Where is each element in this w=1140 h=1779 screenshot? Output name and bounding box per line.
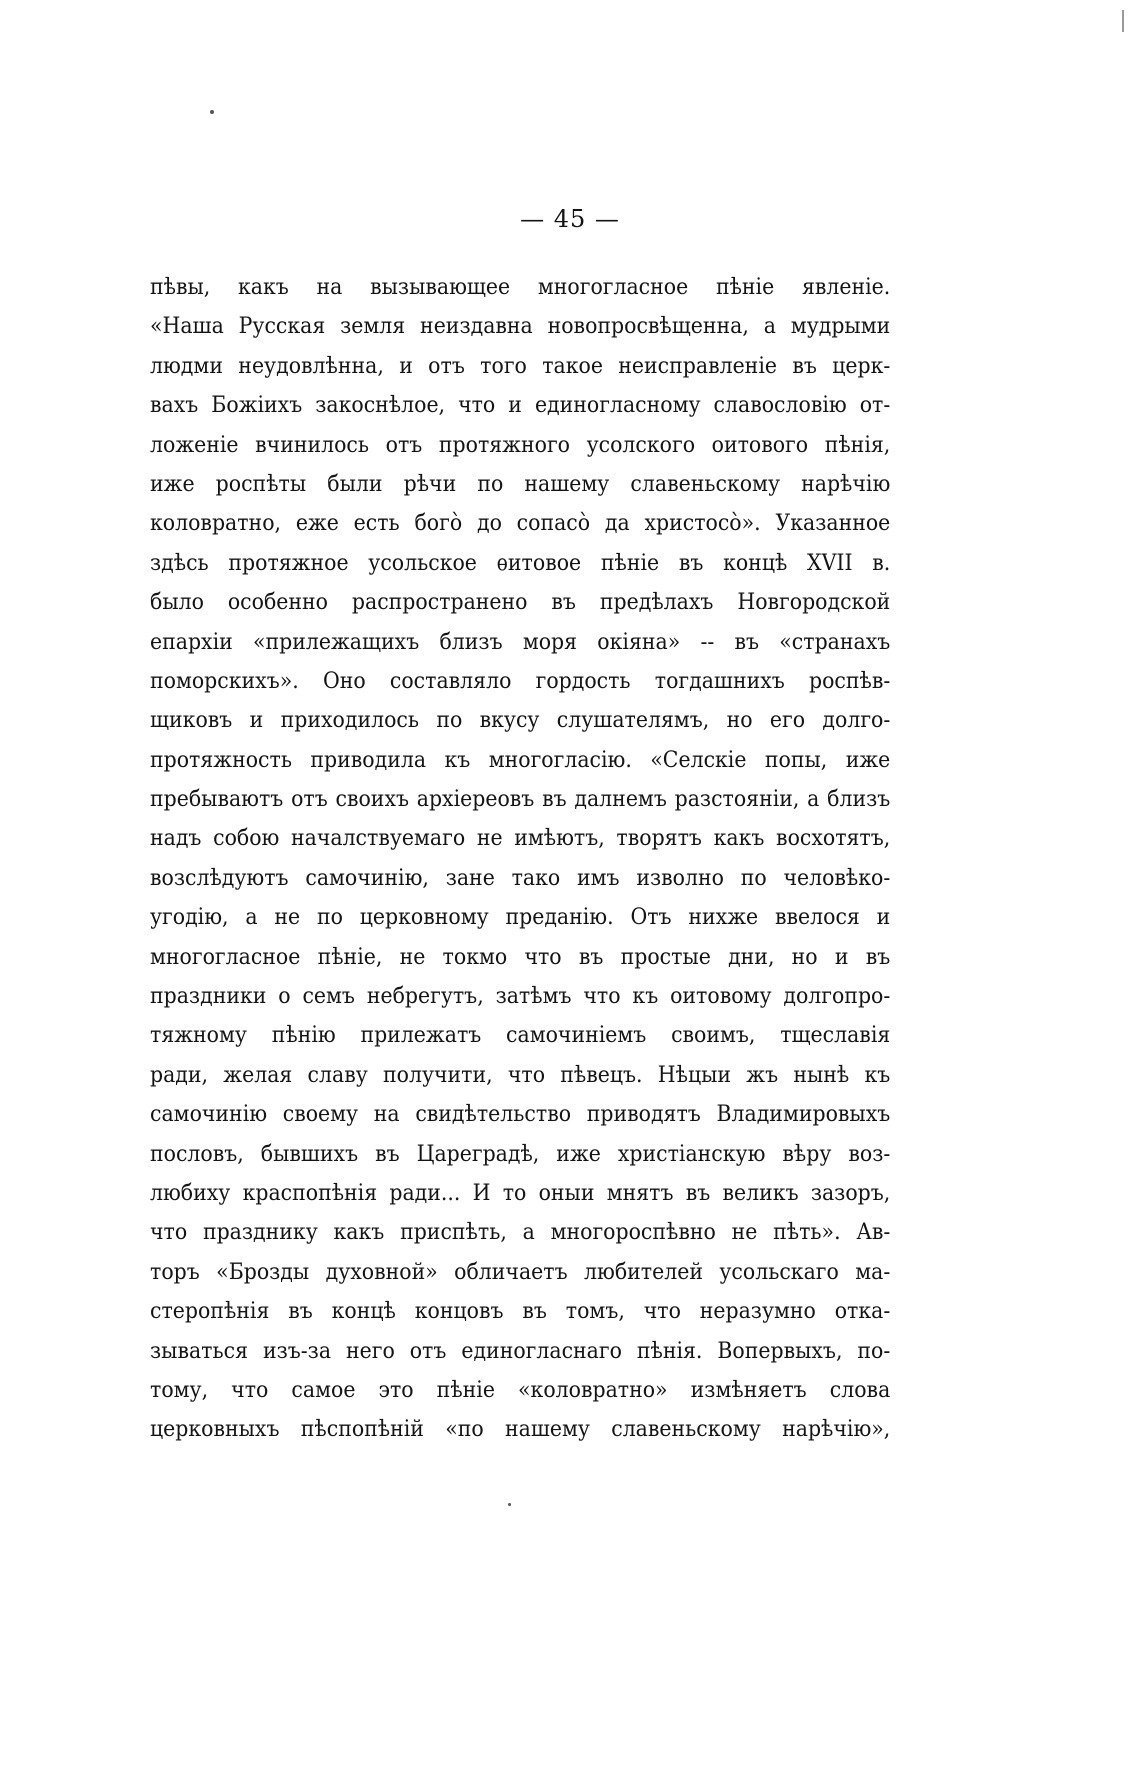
text-line: людми неудовлѣнна, и отъ того такое неисправленіе въ церк- [150, 353, 891, 379]
text-line: ложеніе вчинилось отъ протяжного усолского оитового пѣнія, [150, 432, 891, 458]
text-line: самочинію своему на свидѣтельство приводятъ Владимировыхъ [150, 1102, 891, 1128]
scan-speck [210, 110, 214, 114]
text-line: что празднику какъ приспѣть, а многороспѣвно не пѣть». Ав- [150, 1220, 891, 1246]
text-line: епархіи «прилежащихъ близъ моря окіяна» -- въ «странахъ [150, 629, 891, 655]
text-line: щиковъ и приходилось по вкусу слушателямъ, но его долго- [150, 708, 891, 734]
text-line: стеропѣнія въ концѣ концовъ въ томъ, что неразумно отка- [150, 1299, 891, 1325]
text-line: пребываютъ отъ своихъ архіереовъ въ далнемъ разстояніи, а близъ [150, 787, 891, 813]
text-line: многогласное пѣніе, не токмо что въ простые дни, но и въ [150, 944, 891, 970]
body-text [150, 268, 890, 1450]
page-number: — 45 — [520, 205, 620, 233]
text-line: возслѣдуютъ самочинію, зане тако имъ изволно по человѣко- [150, 865, 891, 891]
text-line: зываться изъ-за него отъ единогласнаго пѣнія. Вопервыхъ, по- [150, 1338, 891, 1364]
scan-edge-mark [1122, 10, 1124, 32]
text-line: торъ «Брозды духовной» обличаетъ любителей усольскаго ма- [150, 1259, 891, 1285]
text-line: иже роспѣты были рѣчи по нашему славеньскому нарѣчію [150, 471, 891, 497]
text-line: пѣвы, какъ на вызывающее многогласное пѣніе явленіе. [150, 275, 891, 300]
text-line: коловратно, еже есть бого̀ до сопасо̀ да христосо̀». Указанное [150, 511, 891, 537]
text-line: праздники о семъ небрегутъ, затѣмъ что къ оитовому долгопро- [150, 984, 891, 1010]
text-line: ради, желая славу получити, что пѣвецъ. Нѣцыи жъ нынѣ къ [150, 1062, 891, 1088]
text-line: пословъ, бывшихъ въ Цареградѣ, иже христіанскую вѣру воз- [150, 1141, 891, 1167]
text-line: любиху краспопѣнія ради... И то оныи мнятъ въ великъ зазоръ, [150, 1180, 891, 1206]
text-line: поморскихъ». Оно составляло гордость тогдашнихъ роспѣв- [150, 668, 891, 694]
text-line: здѣсь протяжное усольское ѳитовое пѣніе въ концѣ XVII в. [150, 550, 891, 576]
scan-speck [508, 1503, 511, 1506]
text-line: церковныхъ пѣспопѣній «по нашему славеньскому нарѣчію», [150, 1417, 891, 1443]
text-line: угодію, а не по церковному преданію. Отъ нихже ввелося и [150, 905, 891, 931]
text-line: тяжному пѣнію прилежатъ самочиніемъ своимъ, тщеславія [150, 1023, 891, 1049]
text-line: надъ собою началствуемаго не имѣютъ, творятъ какъ восхотятъ, [150, 826, 891, 852]
text-line: протяжность приводила къ многогласію. «Селскіе попы, иже [150, 747, 891, 773]
text-line: тому, что самое это пѣніе «коловратно» измѣняетъ слова [150, 1377, 891, 1403]
text-line: «Наша Русская земля неиздавна новопросвѣщенна, а мудрыми [150, 314, 891, 340]
text-line: вахъ Божіихъ закоснѣлое, что и единогласному славословію от- [150, 393, 891, 419]
text-line: было особенно распространено въ предѣлахъ Новгородской [150, 590, 891, 616]
